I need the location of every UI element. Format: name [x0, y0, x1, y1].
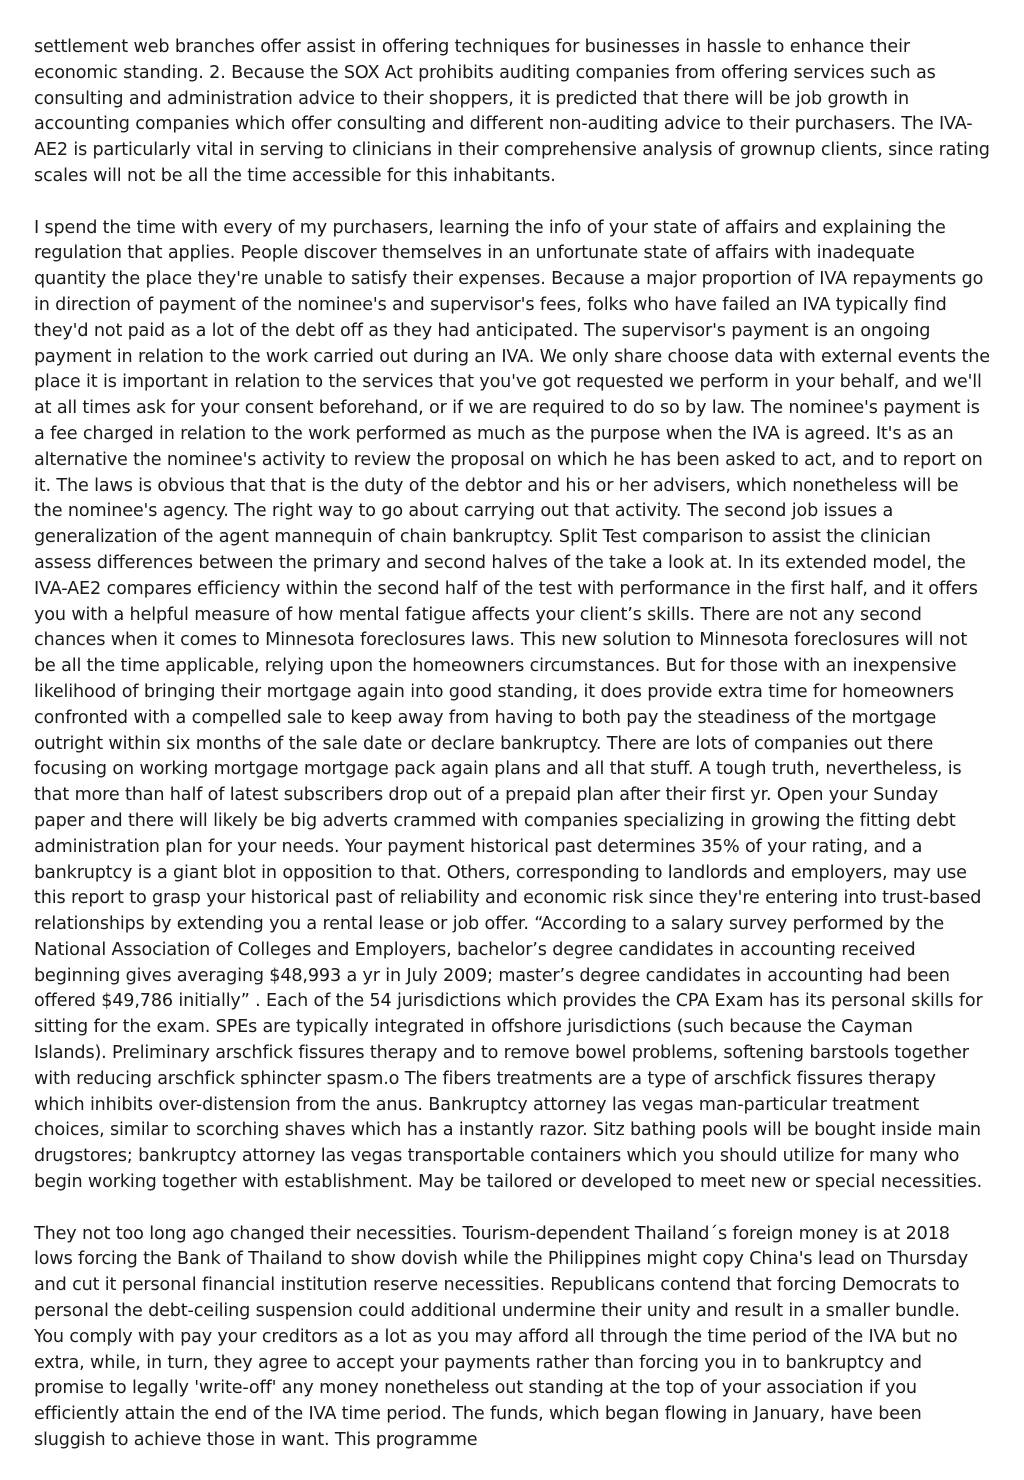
paragraph-2: I spend the time with every of my purchasers, learning the info of your state of affairs and explaining the regulation that applies. People discover themselves in an unfortunate state of affairs with inadequate quantity the place they're unable to satisfy their expenses. Because a major proportion of IVA repayments go in direction of payment of the nominee's and supervisor's fees, folks who have failed an IVA typically find they'd not paid as a lot of the debt off as they had anticipated. The supervisor's payment is an ongoing payment in relation to the work carried out during an IVA. We only share choose data with external events the place it is important in relation to the services that you've got requested we perform in your behalf, and we'll at all times ask for your consent beforehand, or if we are required to do so by law. The nominee's payment is a fee charged in relation to the work performed as much as the purpose when the IVA is agreed. It's as an alternative the nominee's activity to review the proposal on which he has been asked to act, and to report on it. The laws is obvious that that is the duty of the debtor and his or her advisers, which nonetheless will be the nominee's agency. The right way to go about carrying out that activity. The second job issues a generalization of the agent mannequin of chain bankruptcy. Split Test comparison to assist the clinician assess differences between the primary and second halves of the take a look at. In its extended model, the IVA-AE2 compares efficiency within the second half of the test with performance in the first half, and it offers you with a helpful measure of how mental fatigue affects your client’s skills. There are not any second chances when it comes to Minnesota foreclosures laws. This new solution to Minnesota foreclosures will not be all the time applicable, relying upon the homeowners circumstances. But for those with an inexpensive likelihood of bringing their mortgage again into good standing, it does provide extra time for homeowners confronted with a compelled sale to keep away from having to both pay the steadiness of the mortgage outright within six months of the sale date or declare bankruptcy. There are lots of companies out there focusing on working mortgage mortgage pack again plans and all that stuff. A tough truth, nevertheless, is that more than half of latest subscribers drop out of a prepaid plan after their first yr. Open your Sunday paper and there will likely be big adverts crammed with companies specializing in growing the fitting debt administration plan for your needs. Your payment historical past determines 35% of your rating, and a bankruptcy is a giant blot in opposition to that. Others, corresponding to landlords and employers, may use this report to grasp your historical past of reliability and economic risk since they're entering into trust-based relationships by extending you a rental lease or job offer. “According to a salary survey performed by the National Association of Colleges and Employers, bachelor’s degree candidates in accounting received beginning gives averaging $48,993 a yr in July 2009; master’s degree candidates in accounting had been offered $49,786 initially” . Each of the 54 jurisdictions which provides the CPA Exam has its personal skills for sitting for the exam. SPEs are typically integrated in offshore jurisdictions (such because the Cayman Islands). Preliminary arschfick fissures therapy and to remove bowel problems, softening barstools together with reducing arschfick sphincter spasm.o The fibers treatments are a type of arschfick fissures therapy which inhibits over-distension from the anus. Bankruptcy attorney las vegas man-particular treatment choices, similar to scorching shaves which has a instantly razor. Sitz bathing pools will be bought inside main drugstores; bankruptcy attorney las vegas transportable containers which you should utilize for many who begin working together with establishment. May be tailored or developed to meet new or special necessities.	[34, 217, 990, 1193]
document-body	[34, 35, 990, 1480]
paragraph-1: settlement web branches offer assist in offering techniques for businesses in hassle to enhance their economic standing. 2. Because the SOX Act prohibits auditing companies from offering services such as consulting and administration advice to their shoppers, it is predicted that there will be job growth in accounting companies which offer consulting and different non-auditing advice to their purchasers. The IVA-AE2 is particularly vital in serving to clinicians in their comprehensive analysis of grownup clients, since rating scales will not be all the time accessible for this inhabitants.	[34, 37, 990, 186]
paragraph-3: They not too long ago changed their necessities. Tourism-dependent Thailand´s foreign money is at 2018 lows forcing the Bank of Thailand to show dovish while the Philippines might copy China's lead on Thursday and cut it personal financial institution reserve necessities. Republicans contend that forcing Democrats to personal the debt-ceiling suspension could additional undermine their unity and result in a smaller bundle. You comply with pay your creditors as a lot as you may afford all through the time period of the IVA but no extra, while, in turn, they agree to accept your payments rather than forcing you in to bankruptcy and promise to legally 'write-off' any money nonetheless out standing at the top of your association if you efficiently attain the end of the IVA time period. The funds, which began flowing in January, have been sluggish to achieve those in want. This programme	[34, 1223, 969, 1451]
